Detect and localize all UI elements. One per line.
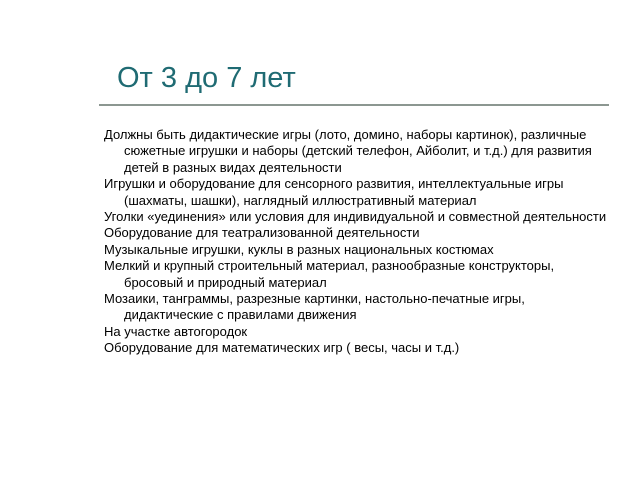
title-divider [99, 104, 609, 106]
list-item: Оборудование для театрализованной деятельности [104, 225, 420, 241]
list-item: Музыкальные игрушки, куклы в разных национальных костюмах [104, 241, 494, 257]
list-item: Игрушки и оборудование для сенсорного развития, интеллектуальные игры (шахматы, шашки), наглядный иллюстративный материал [104, 176, 564, 208]
list-item: Мозаики, танграммы, разрезные картинки, настольно-печатные игры, дидактические с правилами движения [104, 291, 525, 323]
list-item: Мелкий и крупный строительный материал, разнообразные конструкторы, бросовый и природный материал [104, 258, 555, 290]
slide-title: От 3 до 7 лет [117, 62, 296, 94]
list-item: Оборудование для математических игр ( весы, часы и т.д.) [104, 340, 460, 356]
list-item: Уголки «уединения» или условия для индивидуальной и совместной деятельности [104, 209, 607, 225]
content-list [104, 127, 609, 357]
list-item: Должны быть дидактические игры (лото, домино, наборы картинок), различные сюжетные игрушки и наборы (детский телефон, Айболит, и т.д.) для развития детей в разных видах деятельности [104, 127, 592, 175]
list-item: На участке автогородок [104, 323, 248, 339]
